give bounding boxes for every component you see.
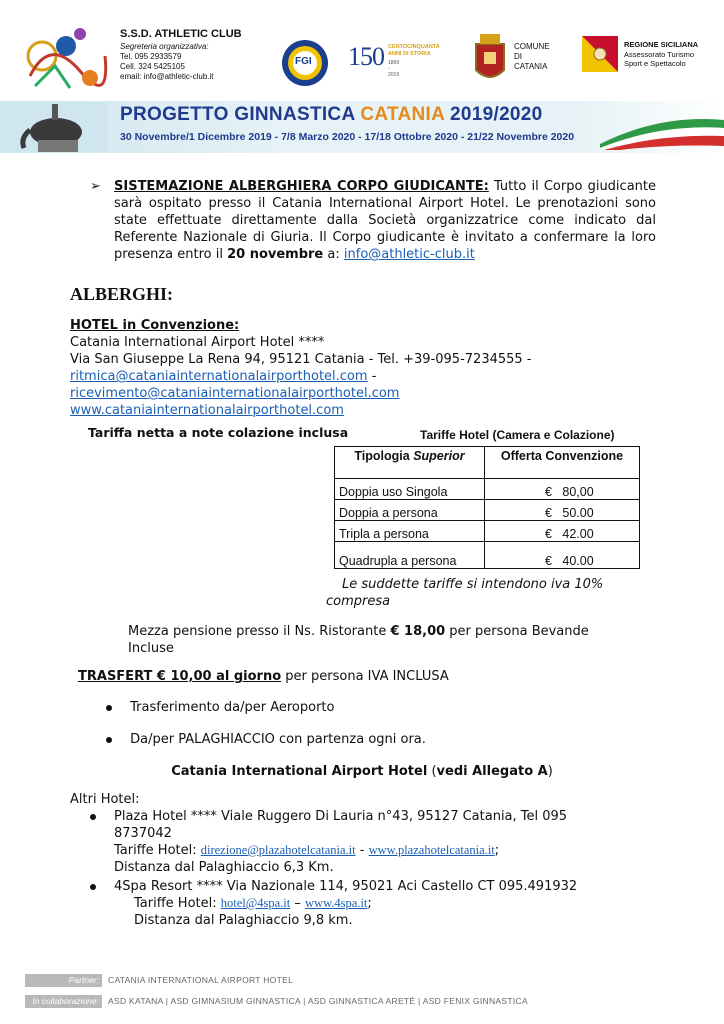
footer-partner-text: CATANIA INTERNATIONAL AIRPORT HOTEL	[108, 975, 294, 985]
tariffe-cell-prezzo	[485, 479, 640, 500]
trasfert	[78, 668, 678, 685]
allegato-paren-open: (	[427, 764, 437, 779]
club-name: S.S.D. ATHLETIC CLUB	[120, 28, 242, 40]
tariffe-note-line-1: Le suddette tariffe si intendono iva 10%	[342, 577, 604, 592]
plaza-email-link[interactable]: direzione@plazahotelcatania.it	[200, 843, 356, 857]
plaza-website-link[interactable]: www.plazahotelcatania.it	[368, 843, 495, 857]
club-email: email: info@athletic-club.it	[120, 72, 214, 81]
tariffe-note	[326, 576, 603, 610]
fgi-logo	[280, 38, 330, 88]
list-item	[90, 808, 650, 876]
spa-email-link[interactable]: hotel@4spa.it	[220, 896, 291, 910]
sistemazione-heading: SISTEMAZIONE ALBERGHIERA CORPO GIUDICANTE:	[114, 179, 489, 194]
regione-line-2: Assessorato Turismo	[624, 49, 695, 59]
footer	[25, 968, 705, 1008]
mezza-pensione-text: Mezza pensione presso il Ns. Ristorante	[128, 624, 391, 639]
tariffe-cell-tipologia: Doppia a persona	[335, 500, 485, 521]
plaza-end: ;	[494, 843, 500, 858]
bullet-icon	[106, 705, 112, 711]
tariffe-cell-prezzo	[485, 500, 640, 521]
spa-tariffe-label: Tariffe Hotel:	[134, 896, 221, 911]
trasfert-item-palaghiaccio: Da/per PALAGHIACCIO con partenza ogni ora.	[130, 732, 426, 747]
tariffe-cell-currency: €	[545, 485, 552, 499]
tariffa-netta-label: Tariffa netta a note colazione inclusa	[88, 425, 349, 440]
sistemazione-section	[90, 178, 656, 263]
plaza-hotel-line-2: 8737042	[114, 826, 172, 841]
mezza-pensione-price: € 18,00	[390, 624, 446, 639]
regione-line-1: REGIONE SICILIANA	[624, 40, 699, 49]
banner-title-accent: CATANIA	[360, 104, 445, 125]
bullet-icon	[90, 814, 96, 820]
hotel-website-link[interactable]: www.cataniainternationalairporthotel.com	[70, 403, 344, 418]
tariffe-cell-currency: €	[545, 506, 552, 520]
comune-line-1: COMUNE	[514, 42, 550, 51]
sistemazione-text: Tutto il Corpo giudicante sarà ospitato presso il Catania International Airport Hotel. Le prenotazioni sono state effettuate direttamente dalla Società organizzatrice come indicato dal Referente Nazionale di Giuria. Il Corpo giudicante è invitato a confermare la loro presenza entro il	[114, 179, 656, 262]
tariffe-header-tipologia	[335, 447, 485, 479]
anniversary-logo	[348, 42, 440, 78]
comune-line-2: DI	[514, 52, 522, 61]
spa-website-link[interactable]: www.4spa.it	[305, 896, 368, 910]
footer-partner-label: Partner:	[25, 974, 102, 987]
tariffe-note-line-2: compresa	[326, 594, 391, 609]
tariffe-cell-amount: 42.00	[562, 527, 594, 541]
hotel-convenzione-heading: HOTEL in Convenzione:	[70, 318, 240, 333]
sistemazione-paragraph	[90, 178, 656, 263]
tariffe-cell-tipologia: Doppia uso Singola	[335, 479, 485, 500]
tariffe-header-tipologia-italic: Superior	[413, 449, 465, 463]
anniversary-number: 150	[348, 42, 384, 71]
athletic-club-logo	[20, 16, 110, 96]
footer-collab-text: ASD KATANA | ASD GIMNASIUM GINNASTICA | ASD GINNASTICA ARETÉ | ASD FENIX GINNASTICA	[108, 996, 528, 1006]
tariffe-cell-amount: 80,00	[562, 485, 594, 499]
table-row	[335, 500, 640, 521]
alberghi-title: ALBERGHI:	[70, 284, 174, 304]
footer-collab-label: In collaborazione:	[25, 995, 102, 1008]
regione-logo	[582, 36, 618, 72]
sistemazione-email-link[interactable]: info@athletic-club.it	[343, 247, 475, 262]
tariffe-cell-prezzo	[485, 521, 640, 542]
hotel-email-ricevimento-link[interactable]: ricevimento@cataniainternationalairporthotel.com	[70, 386, 400, 401]
spa-distanza: Distanza dal Palaghiaccio 9,8 km.	[134, 913, 353, 928]
hotel-convenzione-name: Catania International Airport Hotel ****	[70, 335, 325, 350]
fgi-logo-text: FGI	[295, 56, 312, 67]
hotel-convenzione-address: Via San Giuseppe La Rena 94, 95121 Catania - Tel. +39-095-7234555 -	[70, 352, 532, 367]
arrow-bullet-icon: ➢	[90, 179, 101, 194]
banner-title-suffix: 2019/2020	[444, 104, 543, 125]
tariffe-cell-amount: 50.00	[562, 506, 594, 520]
banner-title	[120, 104, 543, 126]
sistemazione-text-after: a:	[323, 247, 344, 262]
club-info	[120, 28, 242, 82]
hotel-email-ritmica-suffix: -	[367, 369, 377, 384]
tariffe-header-offerta: Offerta Convenzione	[485, 447, 640, 479]
table-row	[335, 521, 640, 542]
table-row	[335, 479, 640, 500]
allegato-paren-close: )	[547, 764, 553, 779]
anniversary-text: CENTOCINQUANTA ANNI DI STORIA	[388, 44, 440, 57]
tariffe-cell-tipologia: Quadrupla a persona	[335, 542, 485, 569]
elephant-statue-image	[8, 102, 108, 152]
tariffe-cell-amount: 40.00	[562, 554, 594, 568]
club-tel: Tel. 095 2933579	[120, 52, 182, 61]
spa-resort-line-1: 4Spa Resort **** Via Nazionale 114, 95021 Aci Castello CT 095.491932	[114, 879, 578, 894]
comune-crest	[472, 30, 508, 86]
plaza-tariffe-label: Tariffe Hotel:	[114, 843, 201, 858]
mezza-pensione-line-2: Incluse	[128, 641, 174, 656]
mezza-pensione	[128, 623, 668, 657]
tariffe-cell-prezzo	[485, 542, 640, 569]
comune-text	[514, 42, 550, 72]
italian-flag-ribbon	[600, 114, 724, 150]
list-item	[106, 699, 334, 716]
tariffe-table	[334, 446, 640, 569]
list-item	[106, 731, 426, 748]
hotel-email-ritmica-link[interactable]: ritmica@cataniainternationalairporthotel.com	[70, 369, 368, 384]
banner-title-prefix: PROGETTO GINNASTICA	[120, 104, 361, 125]
spa-end: ;	[367, 896, 372, 911]
trasfert-heading: TRASFERT € 10,00 al giorno	[78, 669, 282, 684]
tariffe-cell-tipologia: Tripla a persona	[335, 521, 485, 542]
plaza-separator: -	[355, 843, 369, 858]
trasfert-item-aeroporto: Trasferimento da/per Aeroporto	[130, 700, 335, 715]
tariffe-header-tipologia-prefix: Tipologia	[354, 449, 414, 463]
banner-dates: 30 Novembre/1 Dicembre 2019 - 7/8 Marzo 2020 - 17/18 Ottobre 2020 - 21/22 Novembre 2020	[120, 131, 575, 143]
hotel-convenzione	[70, 317, 670, 419]
club-cell: Cell. 324 5425105	[120, 62, 185, 71]
mezza-pensione-text-after: per persona Bevande	[445, 624, 589, 639]
regione-line-3: Sport e Spettacolo	[624, 59, 686, 68]
allegato-hotel-name: Catania International Airport Hotel	[171, 764, 428, 779]
altri-hotel-heading: Altri Hotel:	[70, 792, 140, 807]
tariffe-cell-currency: €	[545, 554, 552, 568]
regione-text	[624, 40, 698, 69]
anniversary-years: 1869 - 2019	[388, 60, 400, 78]
bullet-icon	[106, 737, 112, 743]
list-item	[90, 878, 670, 929]
tariffe-caption: Tariffe Hotel (Camera e Colazione)	[420, 428, 615, 442]
plaza-hotel-line-1: Plaza Hotel **** Viale Ruggero Di Lauria n°43, 95127 Catania, Tel 095	[114, 809, 568, 824]
table-row	[335, 542, 640, 569]
allegato-ref: vedi Allegato A	[436, 764, 548, 779]
spa-separator: –	[290, 896, 306, 911]
sistemazione-deadline: 20 novembre	[227, 247, 324, 262]
tariffe-cell-currency: €	[545, 527, 552, 541]
club-segreteria: Segreteria organizzativa:	[120, 42, 209, 51]
bullet-icon	[90, 884, 96, 890]
allegato-line	[0, 763, 724, 780]
plaza-distanza: Distanza dal Palaghiaccio 6,3 Km.	[114, 860, 334, 875]
trasfert-text: per persona IVA INCLUSA	[281, 669, 449, 684]
comune-line-3: CATANIA	[514, 62, 548, 71]
